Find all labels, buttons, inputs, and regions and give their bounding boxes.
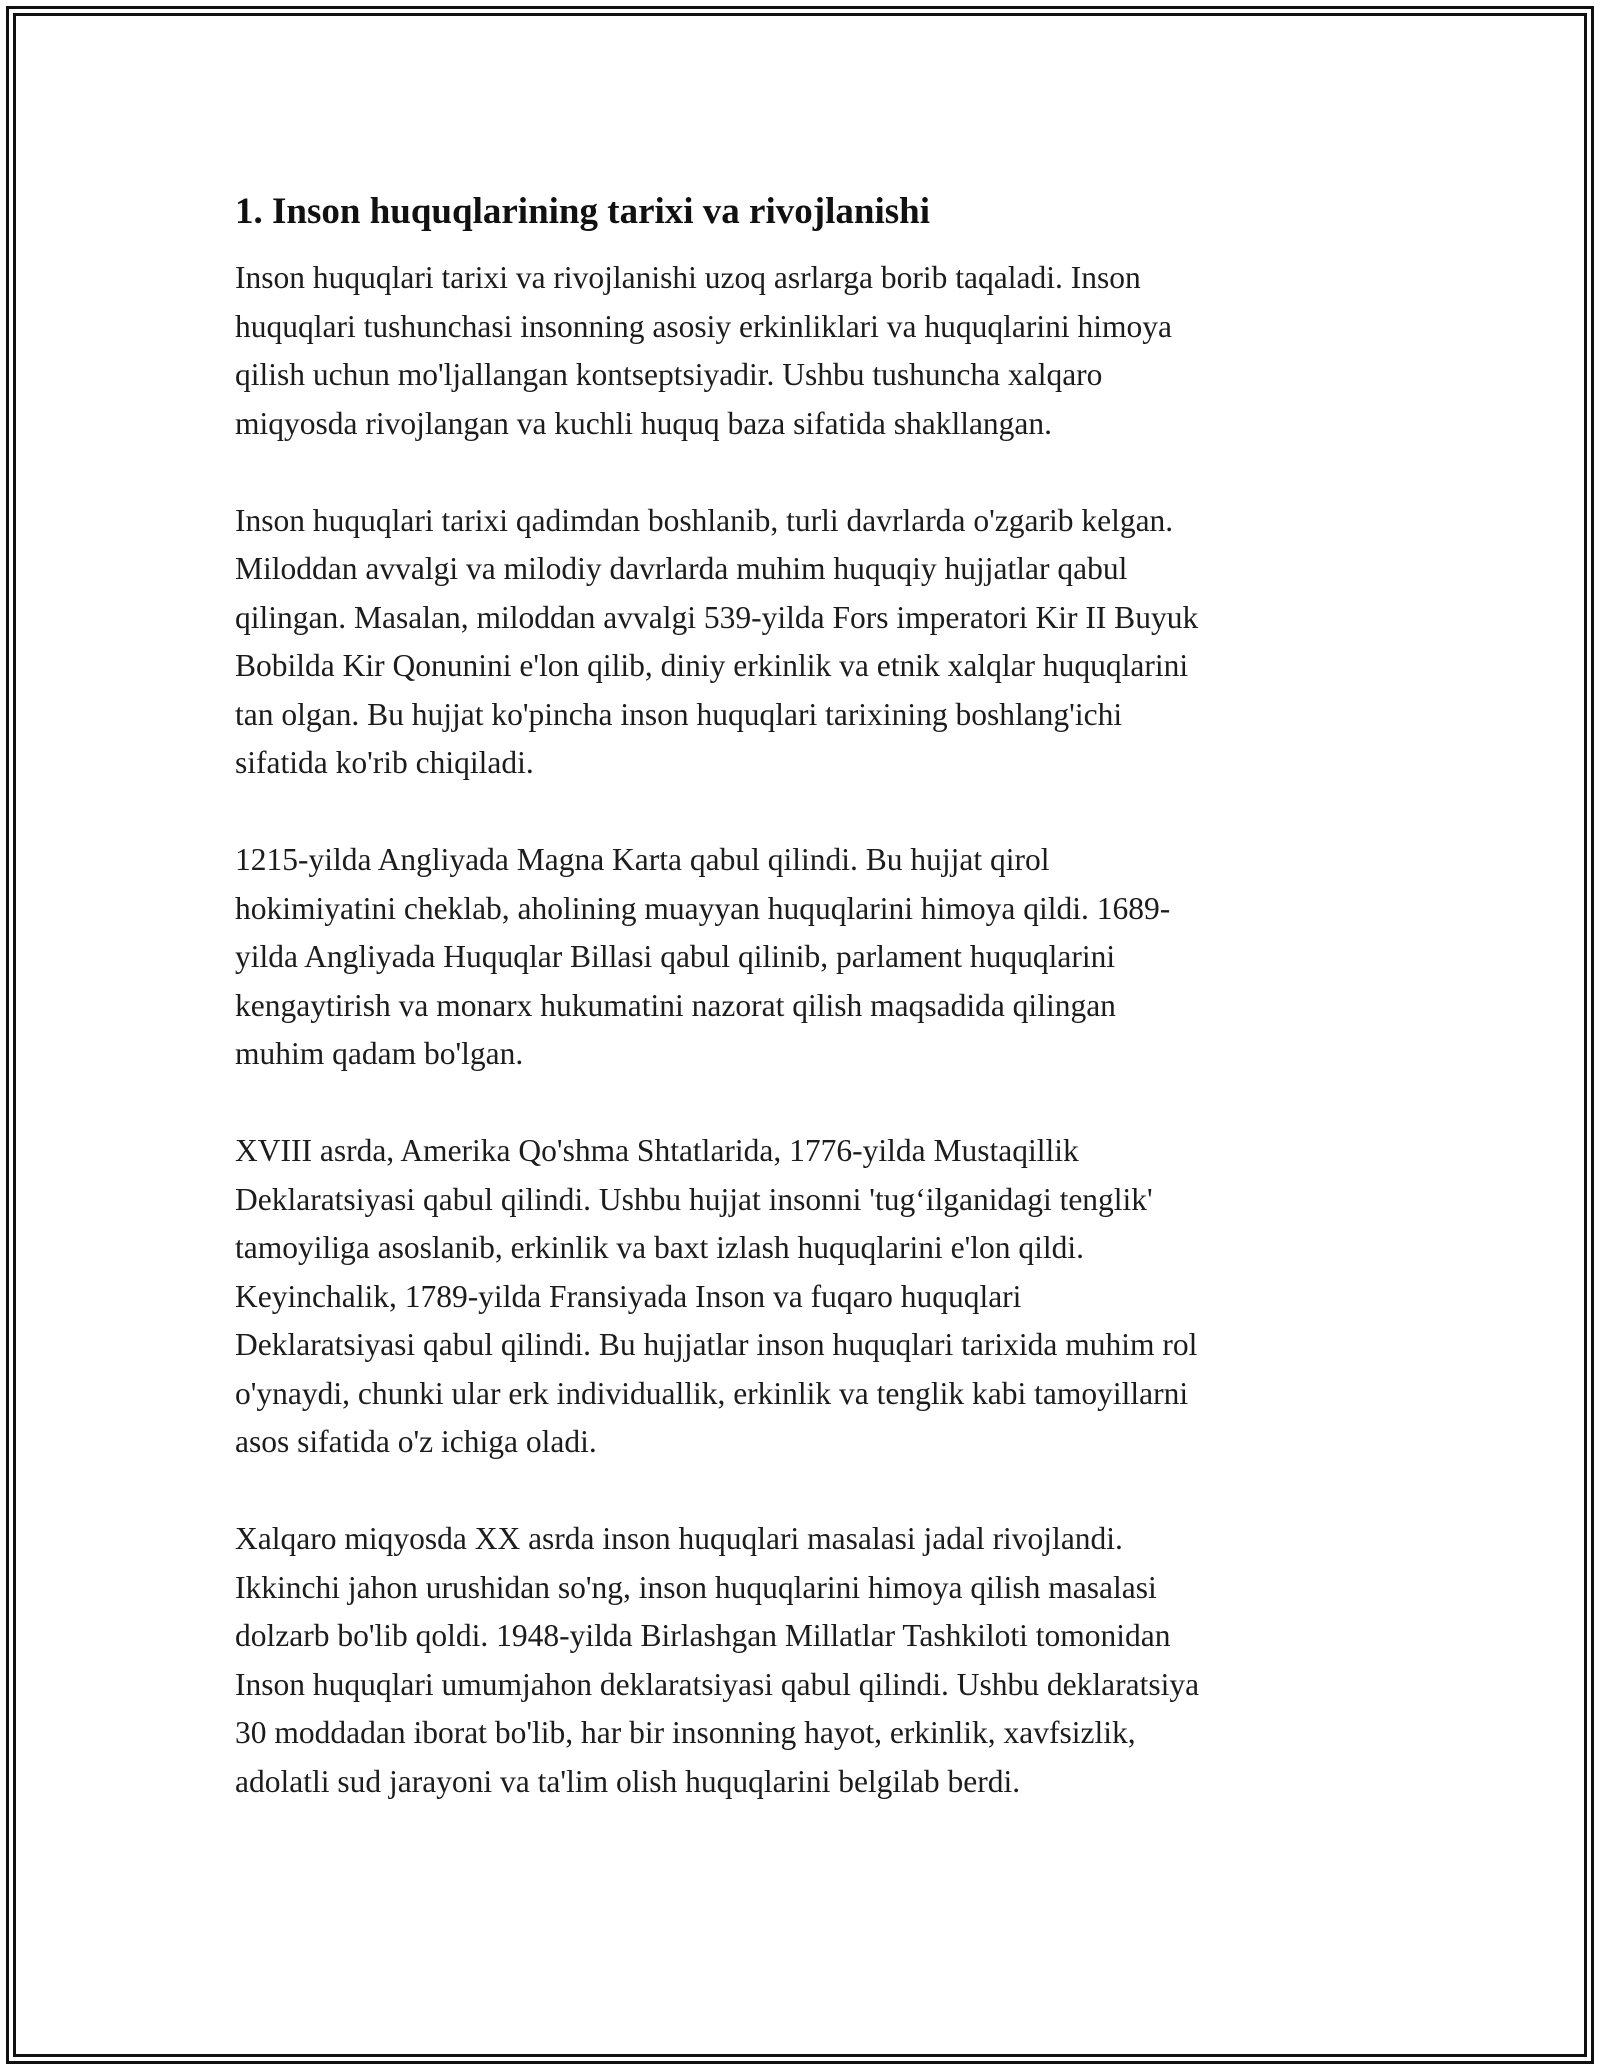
text-line: Bobilda Kir Qonunini e'lon qilib, diniy erkinlik va etnik xalqlar huquqlarini	[235, 648, 1189, 683]
text-line: tamoyiliga asoslanib, erkinlik va baxt izlash huquqlarini e'lon qildi.	[235, 1230, 1085, 1265]
text-line: Deklaratsiyasi qabul qilindi. Ushbu hujjat insonni 'tug‘ilganidagi tenglik'	[235, 1181, 1153, 1217]
text-line: dolzarb bo'lib qoldi. 1948-yilda Birlashgan Millatlar Tashkiloti tomonidan	[235, 1618, 1171, 1653]
text-line: yilda Angliyada Huquqlar Billasi qabul qilinib, parlament huquqlarini	[235, 939, 1116, 974]
text-line: Inson huquqlari umumjahon deklaratsiyasi qabul qilindi. Ushbu deklaratsiya	[235, 1666, 1200, 1702]
text-line: qilingan. Masalan, miloddan avvalgi 539-yilda Fors imperatori Kir II Buyuk	[235, 599, 1199, 635]
section-heading: 1. Inson huquqlarining tarixi va rivojlanishi	[235, 191, 930, 232]
text-line: Inson huquqlari tarixi qadimdan boshlanib, turli davrlarda o'zgarib kelgan.	[235, 502, 1174, 538]
document-body	[235, 188, 1375, 1855]
paragraph-4	[235, 1127, 1375, 1467]
paragraph-2	[235, 497, 1375, 788]
text-line: 1215-yilda Angliyada Magna Karta qabul qilindi. Bu hujjat qirol	[235, 842, 1050, 877]
text-line: tan olgan. Bu hujjat ko'pincha inson huquqlari tarixining boshlang'ichi	[235, 696, 1123, 732]
text-line: Inson huquqlari tarixi va rivojlanishi uzoq asrlarga borib taqaladi. Inson	[235, 260, 1141, 295]
text-line: huquqlari tushunchasi insonning asosiy erkinliklari va huquqlarini himoya	[235, 308, 1172, 344]
text-line: Deklaratsiyasi qabul qilindi. Bu hujjatlar inson huquqlari tarixida muhim rol	[235, 1327, 1198, 1362]
paragraph-3	[235, 836, 1375, 1079]
text-line: Xalqaro miqyosda XX asrda inson huquqlari masalasi jadal rivojlandi.	[235, 1521, 1123, 1556]
text-line: hokimiyatini cheklab, aholining muayyan huquqlarini himoya qildi. 1689-	[235, 890, 1171, 926]
text-line: miqyosda rivojlangan va kuchli huquq baza sifatida shakllangan.	[235, 405, 1053, 441]
text-line: o'ynaydi, chunki ular erk individuallik, erkinlik va tenglik kabi tamoyillarni	[235, 1375, 1189, 1411]
text-line: XVIII asrda, Amerika Qo'shma Shtatlarida, 1776-yilda Mustaqillik	[235, 1133, 1079, 1168]
text-line: Keyinchalik, 1789-yilda Fransiyada Inson va fuqaro huquqlari	[235, 1278, 1022, 1314]
text-line: 30 moddadan iborat bo'lib, har bir insonning hayot, erkinlik, xavfsizlik,	[235, 1715, 1136, 1750]
text-line: adolatli sud jarayoni va ta'lim olish huquqlarini belgilab berdi.	[235, 1763, 1021, 1799]
text-line: muhim qadam bo'lgan.	[235, 1036, 524, 1071]
text-line: Ikkinchi jahon urushidan so'ng, inson huquqlarini himoya qilish masalasi	[235, 1569, 1157, 1605]
paragraph-5	[235, 1515, 1375, 1806]
text-line: sifatida ko'rib chiqiladi.	[235, 745, 534, 780]
text-line: Miloddan avvalgi va milodiy davrlarda muhim huquqiy hujjatlar qabul	[235, 551, 1128, 586]
text-line: qilish uchun mo'ljallangan kontseptsiyadir. Ushbu tushuncha xalqaro	[235, 357, 1103, 392]
text-line: kengaytirish va monarx hukumatini nazorat qilish maqsadida qilingan	[235, 987, 1116, 1023]
text-line: asos sifatida o'z ichiga oladi.	[235, 1424, 597, 1459]
paragraph-1	[235, 254, 1375, 448]
